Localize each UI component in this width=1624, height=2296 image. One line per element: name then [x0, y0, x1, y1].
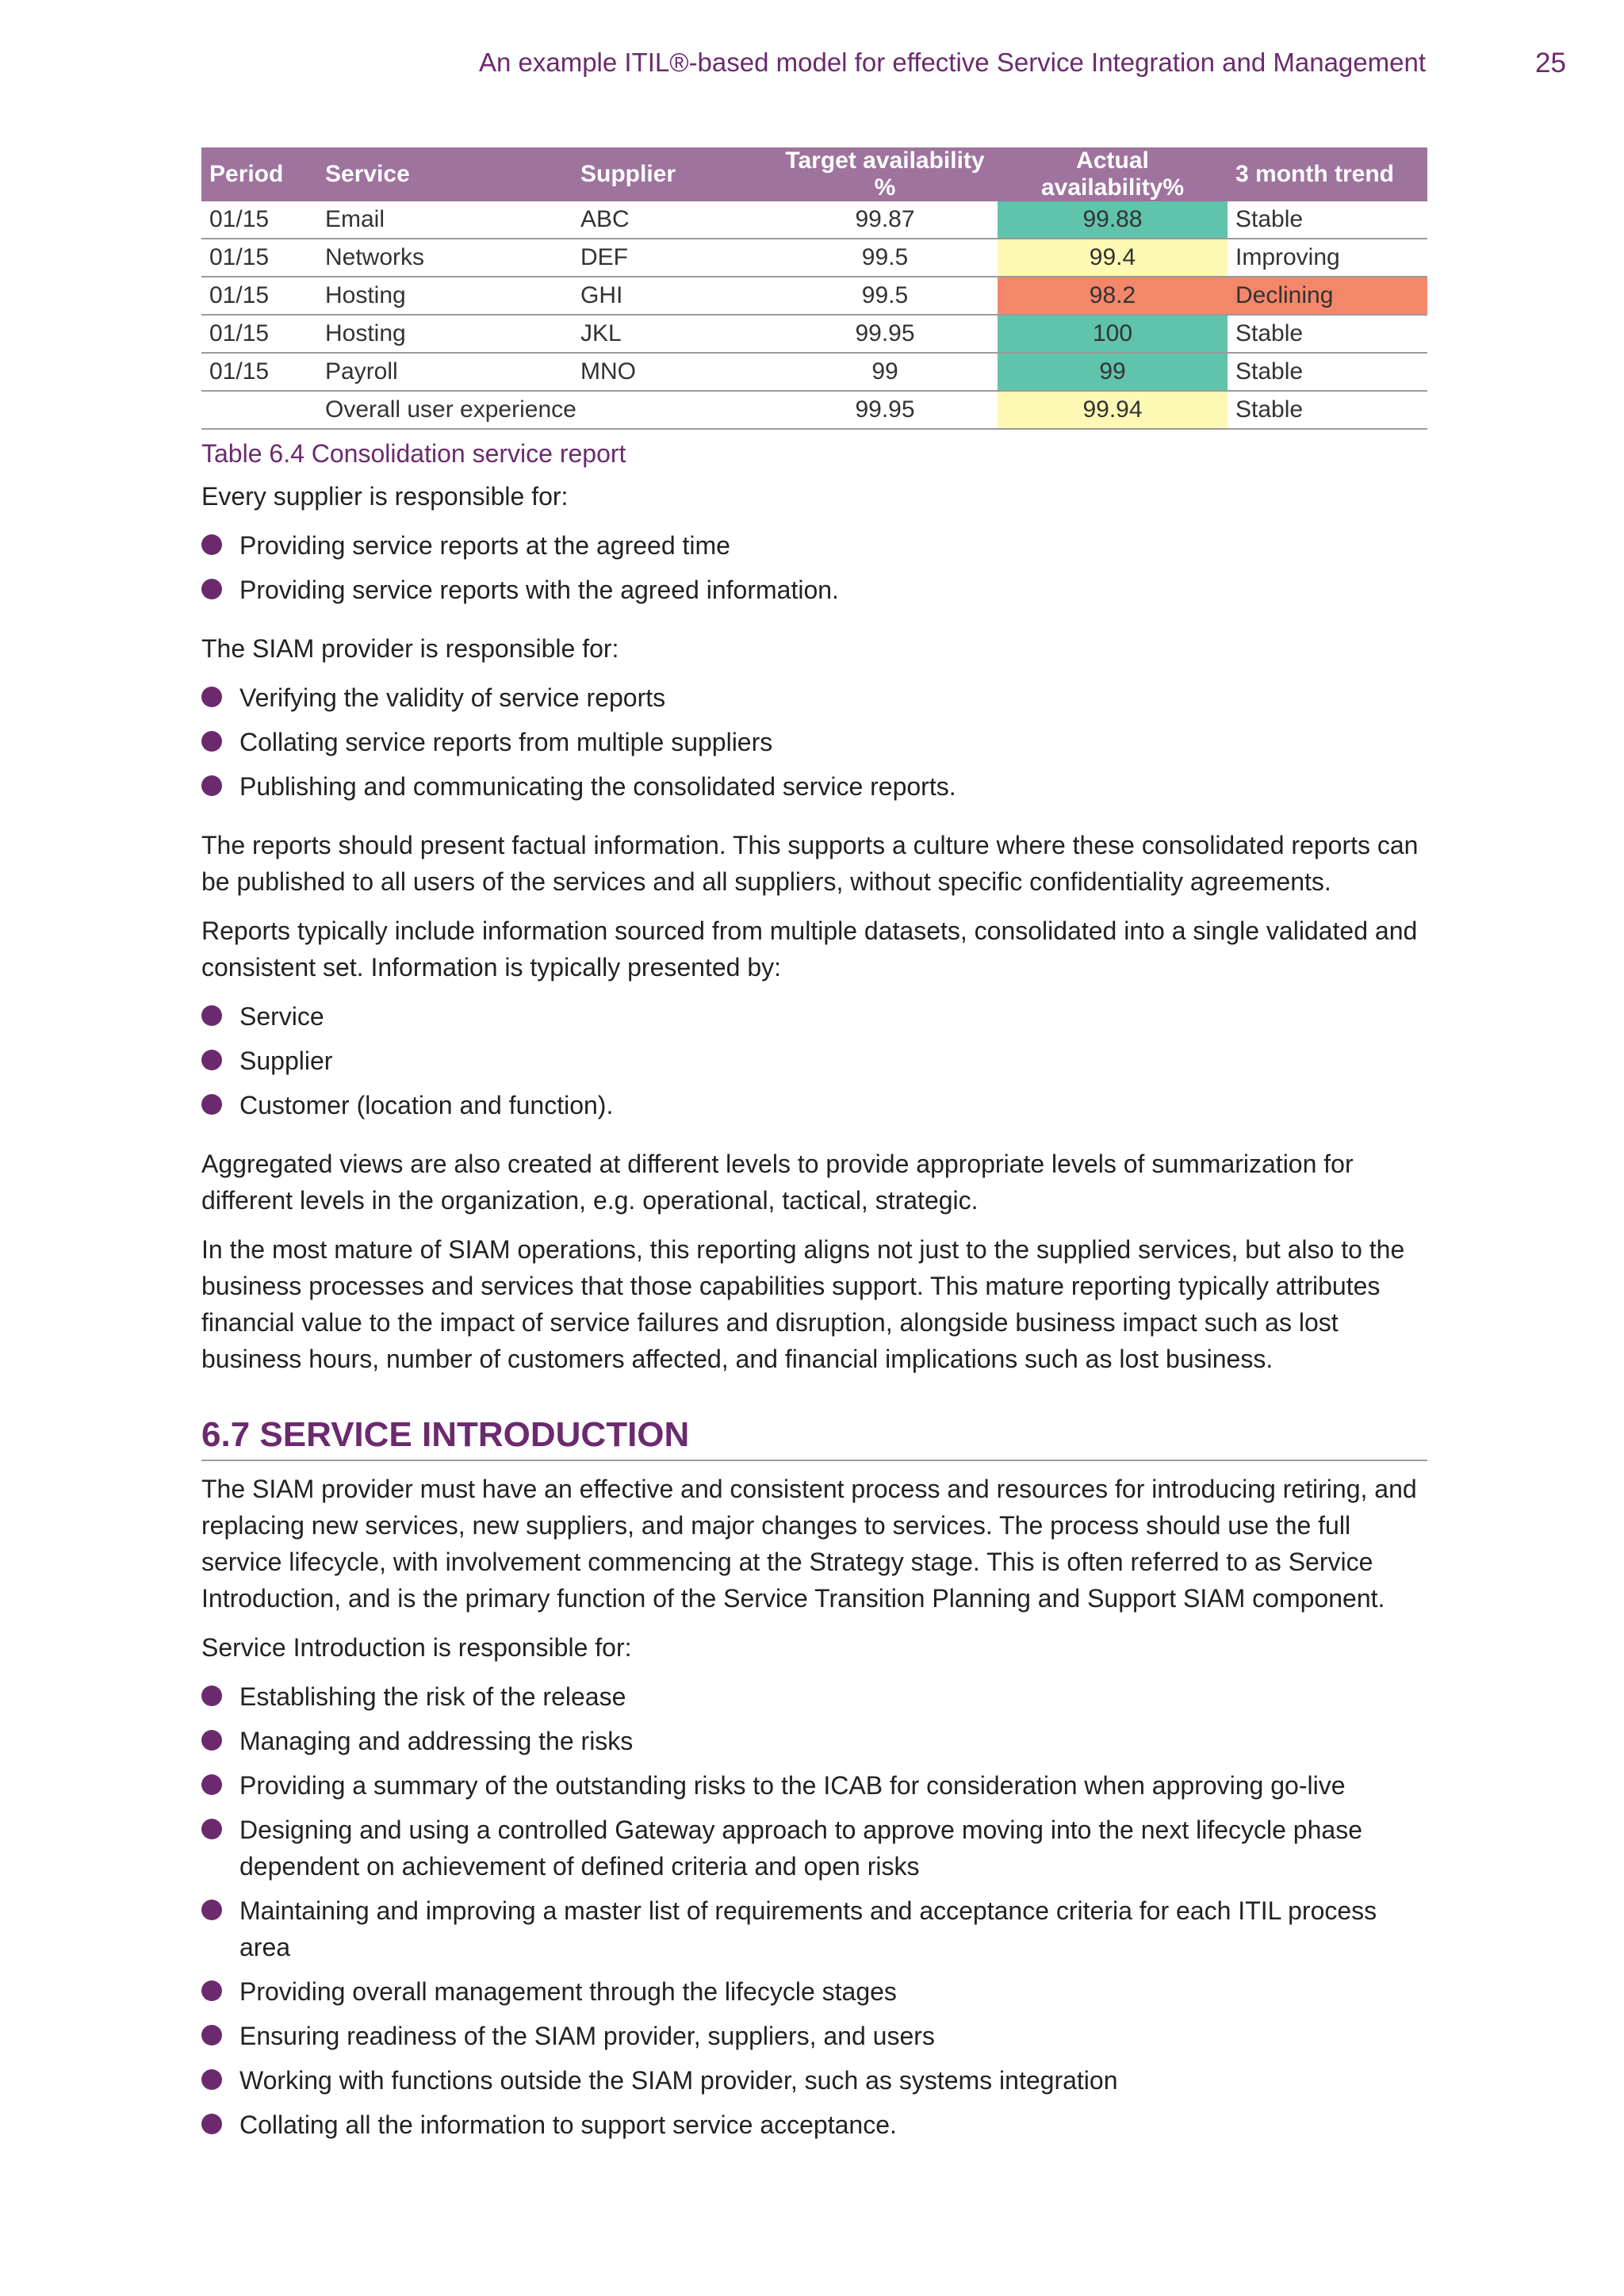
cell-period — [201, 391, 317, 429]
cell-actual: 98.2 — [998, 277, 1228, 315]
table-row — [201, 201, 1427, 239]
bullet-dot-icon — [201, 1774, 222, 1795]
cell-period: 01/15 — [201, 239, 317, 277]
list-item: Verifying the validity of service reports — [201, 679, 1427, 716]
cell-service: Overall user experience — [317, 391, 772, 429]
list-item: Service — [201, 998, 1427, 1035]
list-item: Providing service reports at the agreed time — [201, 527, 1427, 564]
cell-actual: 99.4 — [998, 239, 1228, 277]
siam-intro: The SIAM provider is responsible for: — [201, 634, 619, 663]
bullet-dot-icon — [201, 687, 222, 707]
consolidation-report-table — [201, 147, 1427, 430]
list-item: Providing overall management through the lifecycle stages — [201, 1973, 1427, 2010]
paragraph-mature: In the most mature of SIAM operations, this reporting aligns not just to the supplied services, but also to the business processes and services that those capabilities support. This mature reporting typically attributes financial value to the impact of service failures and disruption, alongside business impact such as lost business hours, number of customers affected, and financial implications such as lost business. — [201, 1235, 1405, 1373]
section-intro-paragraph: The SIAM provider must have an effective and consistent process and resources for introducing retiring, and replacing new services, new suppliers, and major changes to services. The process should use the full service lifecycle, with involvement commencing at the Strategy stage. This is often referred to as Service Introduction, and is the primary function of the Service Transition Planning and Support SIAM component. — [201, 1475, 1417, 1613]
list-item: Ensuring readiness of the SIAM provider, suppliers, and users — [201, 2018, 1427, 2054]
list-item: Managing and addressing the risks — [201, 1723, 1427, 1759]
list-item: Collating all the information to support service acceptance. — [201, 2107, 1427, 2143]
bullet-dot-icon — [201, 2114, 222, 2134]
bullet-dot-icon — [201, 1005, 222, 1026]
paragraph-aggregated: Aggregated views are also created at different levels to provide appropriate levels of summarization for different levels in the organization, e.g. operational, tactical, strategic. — [201, 1150, 1354, 1215]
list-item: Supplier — [201, 1043, 1427, 1079]
list-item: Designing and using a controlled Gateway approach to approve moving into the next lifecycle phase dependent on achievement of defined criteria and open risks — [201, 1812, 1427, 1885]
bullet-dot-icon — [201, 731, 222, 752]
cell-supplier: DEF — [573, 239, 772, 277]
page-number: 25 — [1535, 48, 1566, 78]
cell-actual: 100 — [998, 315, 1228, 353]
presented-by-bullet-list — [201, 998, 1427, 1123]
bullet-dot-icon — [201, 1730, 222, 1751]
bullet-dot-icon — [201, 1050, 222, 1070]
bullet-dot-icon — [201, 2025, 222, 2045]
list-item: Publishing and communicating the consolidated service reports. — [201, 768, 1427, 805]
cell-target: 99.95 — [772, 391, 998, 429]
table-row — [201, 315, 1427, 353]
bullet-dot-icon — [201, 1094, 222, 1115]
bullet-dot-icon — [201, 1980, 222, 2001]
cell-trend: Declining — [1228, 277, 1427, 315]
cell-service: Hosting — [317, 315, 573, 353]
supplier-intro: Every supplier is responsible for: — [201, 482, 569, 511]
column-header-actual-availability: Actual availability% — [998, 147, 1228, 201]
service-introduction-bullet-list — [201, 1678, 1427, 2143]
table-row — [201, 239, 1427, 277]
supplier-bullet-list — [201, 527, 1427, 608]
bullet-dot-icon — [201, 1819, 222, 1839]
cell-period: 01/15 — [201, 315, 317, 353]
section-responsible-intro: Service Introduction is responsible for: — [201, 1633, 632, 1662]
column-header-target-availability: Target availability % — [772, 147, 998, 201]
page-content — [201, 147, 1427, 2165]
list-item: Establishing the risk of the release — [201, 1678, 1427, 1715]
bullet-dot-icon — [201, 1900, 222, 1920]
list-item: Collating service reports from multiple suppliers — [201, 724, 1427, 760]
cell-trend: Stable — [1228, 391, 1427, 429]
bullet-dot-icon — [201, 775, 222, 796]
column-header-supplier: Supplier — [573, 147, 772, 201]
list-item: Providing service reports with the agreed information. — [201, 572, 1427, 608]
siam-bullet-list — [201, 679, 1427, 805]
paragraph-datasets: Reports typically include information sourced from multiple datasets, consolidated into a single validated and consistent set. Information is typically presented by: — [201, 916, 1418, 982]
cell-trend: Stable — [1228, 315, 1427, 353]
cell-target: 99.5 — [772, 239, 998, 277]
cell-actual: 99 — [998, 353, 1228, 391]
table-header-row — [201, 147, 1427, 201]
table-row — [201, 353, 1427, 391]
paragraph-factual: The reports should present factual information. This supports a culture where these consolidated reports can be published to all users of the services and all suppliers, without specific confidentiality agreements. — [201, 831, 1419, 896]
cell-supplier: GHI — [573, 277, 772, 315]
table-row — [201, 277, 1427, 315]
cell-trend: Improving — [1228, 239, 1427, 277]
column-header-period: Period — [201, 147, 317, 201]
cell-target: 99.95 — [772, 315, 998, 353]
bullet-dot-icon — [201, 534, 222, 555]
list-item: Working with functions outside the SIAM provider, such as systems integration — [201, 2062, 1427, 2099]
table-caption: Table 6.4 Consolidation service report — [201, 439, 626, 468]
cell-actual: 99.88 — [998, 201, 1228, 239]
cell-period: 01/15 — [201, 201, 317, 239]
cell-supplier: ABC — [573, 201, 772, 239]
cell-period: 01/15 — [201, 353, 317, 391]
cell-period: 01/15 — [201, 277, 317, 315]
cell-target: 99.5 — [772, 277, 998, 315]
bullet-dot-icon — [201, 579, 222, 599]
running-header: An example ITIL®-based model for effective Service Integration and Management — [478, 48, 1426, 77]
cell-service: Email — [317, 201, 573, 239]
cell-trend: Stable — [1228, 353, 1427, 391]
cell-actual: 99.94 — [998, 391, 1228, 429]
cell-service: Networks — [317, 239, 573, 277]
bullet-dot-icon — [201, 2069, 222, 2090]
cell-trend: Stable — [1228, 201, 1427, 239]
cell-service: Hosting — [317, 277, 573, 315]
cell-service: Payroll — [317, 353, 573, 391]
column-header-trend: 3 month trend — [1228, 147, 1427, 201]
column-header-service: Service — [317, 147, 573, 201]
list-item: Customer (location and function). — [201, 1087, 1427, 1123]
cell-target: 99.87 — [772, 201, 998, 239]
section-heading: 6.7 SERVICE INTRODUCTION — [201, 1415, 1427, 1461]
list-item: Maintaining and improving a master list of requirements and acceptance criteria for each ITIL process area — [201, 1892, 1427, 1965]
cell-target: 99 — [772, 353, 998, 391]
list-item: Providing a summary of the outstanding risks to the ICAB for consideration when approving go-live — [201, 1767, 1427, 1804]
cell-supplier: JKL — [573, 315, 772, 353]
table-row-overall — [201, 391, 1427, 429]
bullet-dot-icon — [201, 1686, 222, 1706]
cell-supplier: MNO — [573, 353, 772, 391]
